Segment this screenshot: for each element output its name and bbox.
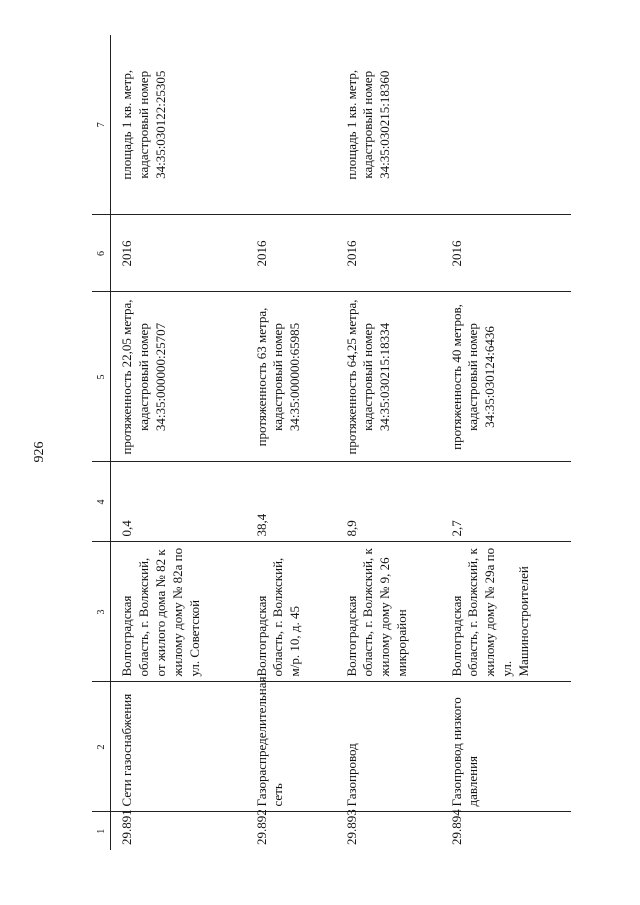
object-description: протяженность 22,05 метра, кадастровый номер 34:35:000000:25707 — [111, 292, 246, 462]
column-header: 5 — [92, 292, 111, 462]
object-name: Газопровод — [336, 682, 441, 812]
page-number: 926 — [32, 441, 47, 463]
column-header: 2 — [92, 682, 111, 812]
object-name: Сети газоснабжения — [111, 682, 246, 812]
registry-table — [92, 35, 571, 850]
object-value: 2,7 — [441, 462, 571, 542]
registry-table-rotated — [92, 35, 572, 850]
object-value: 8,9 — [336, 462, 441, 542]
table-row — [336, 35, 441, 850]
table-row — [246, 35, 336, 850]
row-number: 29.894 — [448, 809, 464, 845]
object-value: 38,4 — [246, 462, 336, 542]
column-header: 3 — [92, 542, 111, 682]
object-year: 2016 — [246, 215, 336, 292]
object-address: Волгоградская область, г. Волжский, м/р. 10, д. 45 — [246, 542, 336, 682]
object-address: Волгоградская область, г. Волжский, к жилому дому № 29а по ул. Машиностроителей — [441, 542, 571, 682]
object-name: Газопровод низкого давления — [441, 682, 571, 812]
object-description: протяженность 64,25 метра, кадастровый номер 34:35:030215:18334 — [336, 292, 441, 462]
object-extra — [441, 35, 571, 215]
column-header: 7 — [92, 35, 111, 215]
object-extra: площадь 1 кв. метр, кадастровый номер 34:35:030215:18360 — [336, 35, 441, 215]
row-number: 29.892 — [253, 809, 269, 845]
object-address: Волгоградская область, г. Волжский, к жилому дому № 9, 26 микрорайон — [336, 542, 441, 682]
object-name: Газораспределительная сеть — [246, 682, 336, 812]
object-year: 2016 — [336, 215, 441, 292]
object-description: протяженность 63 метра, кадастровый номер 34:35:000000:65985 — [246, 292, 336, 462]
table-row — [441, 35, 571, 850]
table-row — [111, 35, 246, 850]
object-address: Волгоградская область, г. Волжский, от жилого дома № 82 к жилому дому № 82а по ул. Советской — [111, 542, 246, 682]
object-year: 2016 — [111, 215, 246, 292]
object-description: протяженность 40 метров, кадастровый номер 34:35:030124:6436 — [441, 292, 571, 462]
object-value: 0,4 — [111, 462, 246, 542]
row-number: 29.891 — [119, 809, 134, 845]
object-extra — [246, 35, 336, 215]
column-header: 4 — [92, 462, 111, 542]
row-number: 29.893 — [343, 809, 359, 845]
column-header: 6 — [92, 215, 111, 292]
column-number-header — [92, 35, 111, 850]
object-extra: площадь 1 кв. метр, кадастровый номер 34:35:030122:25305 — [111, 35, 246, 215]
column-header: 1 — [92, 812, 111, 850]
object-year: 2016 — [441, 215, 571, 292]
